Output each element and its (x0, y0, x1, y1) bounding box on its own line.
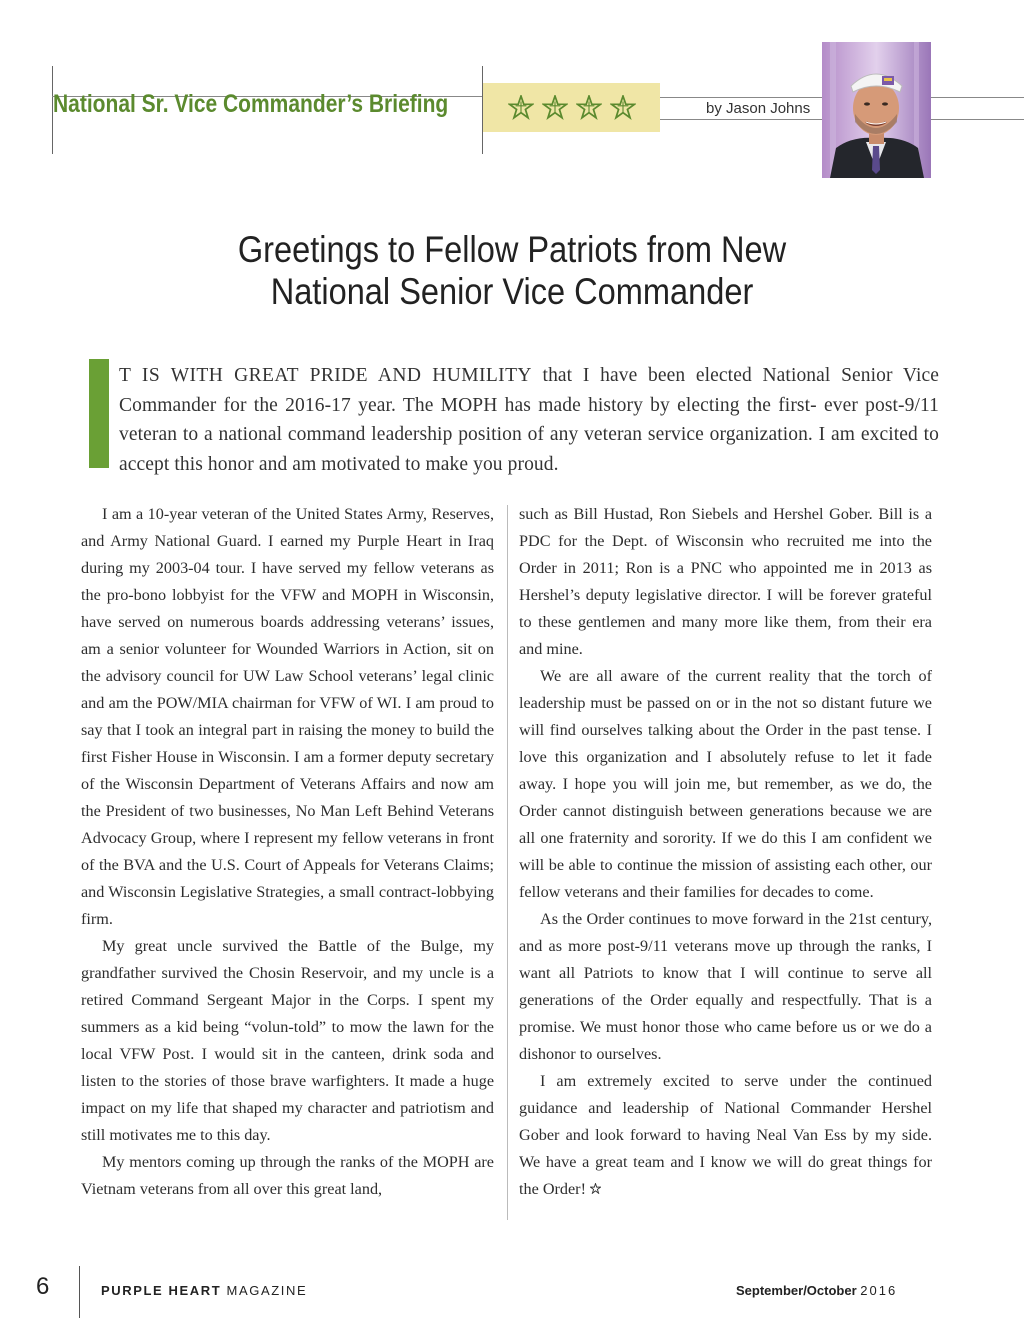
closing-text: I am extremely excited to serve under the continued guidance and leadership of National Commander Hershel Gober and look forward to having Neal Van Ess by my side. We have a great team and I know we will do great things for the Order! (519, 1072, 932, 1198)
body-paragraph: My mentors coming up through the ranks of the MOPH are Vietnam veterans from all over this great land, (81, 1153, 494, 1198)
section-title: National Sr. Vice Commander’s Briefing (53, 90, 449, 118)
issue-months: September/October (736, 1283, 857, 1298)
footer-rule (79, 1266, 80, 1318)
page-number: 6 (36, 1273, 50, 1300)
intro-lead-in: T IS WITH GREAT PRIDE AND HUMILITY (119, 365, 532, 386)
body-paragraph-last (519, 1068, 932, 1203)
stars-band (483, 83, 660, 132)
body-paragraph: As the Order continues to move forward in the 21st century, and as more post-9/11 veterans move up through the ranks, I want all Patriots to know that I will continue to serve all generations of the Order equally and respectfully. That is a promise. We must honor those who came before us or we do a dishonor to ourselves. (519, 910, 932, 1063)
headline-line-2: National Senior Vice Commander (270, 271, 754, 312)
star-icon (610, 95, 636, 121)
star-icon (576, 95, 602, 121)
body-paragraph: My great uncle survived the Battle of the Bulge, my grandfather survived the Chosin Reservoir, and my uncle is a retired Command Sergeant Major in the Corps. I spent my summers as a kid being “volun-told” to mow the lawn for the local VFW Post. I would sit in the canteen, drink soda and listen to the stories of those brave warfighters. It made a huge impact on my life that shaped my character and patriotism and still motivates me to this day. (81, 937, 494, 1144)
left-column (81, 501, 494, 1203)
body-paragraph: I am a 10-year veteran of the United States Army, Reserves, and Army National Guard. I earned my Purple Heart in Iraq during my 2003-04 tour. I have served my fellow veterans as the pro-bono lobbyist for the VFW and MOPH in Wisconsin, have served on numerous boards addressing veterans’ issues, am a senior volunteer for Wounded Warriors in Action, sit on the advisory council for UW Law School veterans’ legal clinic and am the POW/MIA chairman for VFW of WI. I am proud to say that I took an integral part in raising the money to build the first Fisher House in Wisconsin. I am a former deputy secretary of the Wisconsin Department of Veterans Affairs and now am the President of two businesses, No Man Left Behind Veterans Advocacy Group, where I represent my fellow veterans in front of the BVA and the U.S. Court of Appeals for Veterans Claims; and Wisconsin Legislative Strategies, a small contract-lobbying firm. (81, 505, 494, 928)
issue-year: 2016 (860, 1283, 898, 1298)
author-portrait (822, 42, 931, 178)
right-column (519, 501, 932, 1203)
issue-date (736, 1283, 897, 1298)
magazine-name-rest: MAGAZINE (221, 1283, 308, 1298)
column-divider (507, 505, 508, 1220)
body-paragraph: We are all aware of the current reality that the torch of leadership must be passed on or in the not so distant future we will find ourselves talking about the Order in the past tense. I love this organization and I absolutely refuse to let it fade away. I hope you will join me, but remember, as we do, the Order cannot distinguish between generations because we are all one fraternity and sorority. If we do this I am confident we will be able to continue the mission of assisting each other, our fellow veterans and their families for decades to come. (519, 667, 932, 901)
author-byline: by Jason Johns (706, 100, 811, 117)
headline-line-1: Greetings to Fellow Patriots from New (237, 229, 787, 270)
star-icon (542, 95, 568, 121)
magazine-name (101, 1283, 307, 1298)
intro-text: that I have been elected National Senior Vice Commander for the 2016-17 year. The MOPH has made history by electing the first- ever post-9/11 veteran to a national command leadership position of any veteran service organization. I am excited to accept this honor and am motivated to make you proud. (119, 365, 939, 475)
intro-paragraph (119, 361, 939, 479)
magazine-name-bold: PURPLE HEART (101, 1283, 222, 1298)
end-star-icon (590, 1183, 601, 1194)
body-paragraph: such as Bill Hustad, Ron Siebels and Hershel Gober. Bill is a PDC for the Dept. of Wisconsin who recruited me into the Order in 2011; Ron is a PNC who appointed me in 2013 as Hershel’s deputy legislative director. I will be forever grateful to these gentlemen and many more like them, from their era and mine. (519, 505, 932, 658)
article-headline (160, 229, 864, 313)
drop-cap-bar (89, 359, 109, 468)
star-icon (508, 95, 534, 121)
